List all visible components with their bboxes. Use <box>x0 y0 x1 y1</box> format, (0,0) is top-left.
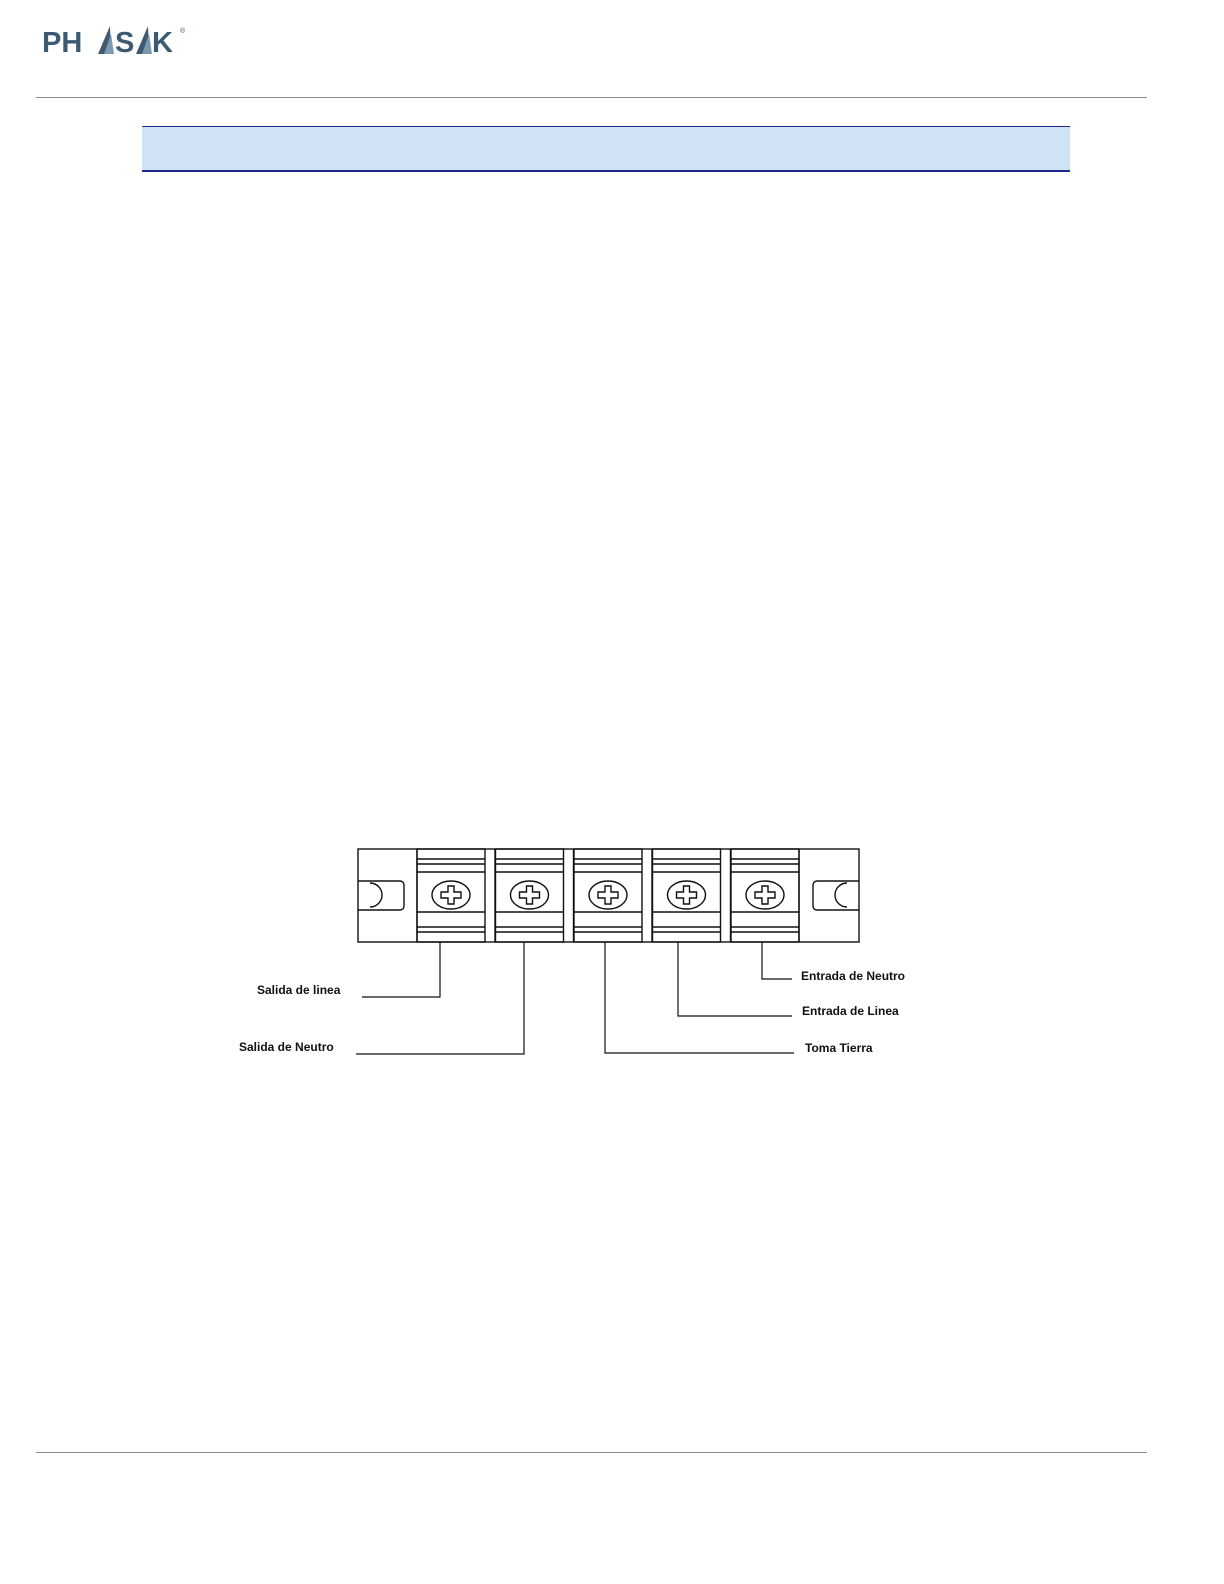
screw-terminal <box>574 849 652 942</box>
label-toma-tierra: Toma Tierra <box>805 1041 873 1055</box>
leader-entrada-neutro <box>762 942 792 979</box>
company-logo <box>40 22 190 62</box>
sail-logo-icon <box>136 26 152 54</box>
screw-terminal <box>496 849 574 942</box>
leader-toma-tierra <box>605 942 794 1053</box>
registered-mark: ® <box>180 28 186 35</box>
screw-terminal-icon <box>746 881 784 909</box>
svg-text:K: K <box>152 27 173 59</box>
screw-terminal <box>653 849 731 942</box>
leader-salida-linea <box>362 942 440 997</box>
screw-terminal-icon <box>589 881 627 909</box>
screw-terminal-icon <box>511 881 549 909</box>
label-entrada-linea: Entrada de Linea <box>802 1004 899 1018</box>
svg-text:S: S <box>115 27 135 59</box>
mounting-slot-left <box>358 881 404 910</box>
mounting-slot-right <box>813 881 859 910</box>
sail-logo-icon <box>98 26 114 54</box>
header-rule <box>36 97 1147 98</box>
footer-rule <box>36 1452 1147 1453</box>
screw-terminal-icon <box>432 881 470 909</box>
terminal-block-diagram <box>220 840 960 1080</box>
label-entrada-neutro: Entrada de Neutro <box>801 969 906 983</box>
label-salida-linea: Salida de linea <box>257 983 341 997</box>
screw-terminal <box>731 849 799 942</box>
screw-terminal-icon <box>668 881 706 909</box>
section-title-band <box>142 126 1070 172</box>
screw-terminal <box>417 849 495 942</box>
label-salida-neutro: Salida de Neutro <box>239 1040 334 1054</box>
logo-wordmark: PH <box>42 27 83 59</box>
